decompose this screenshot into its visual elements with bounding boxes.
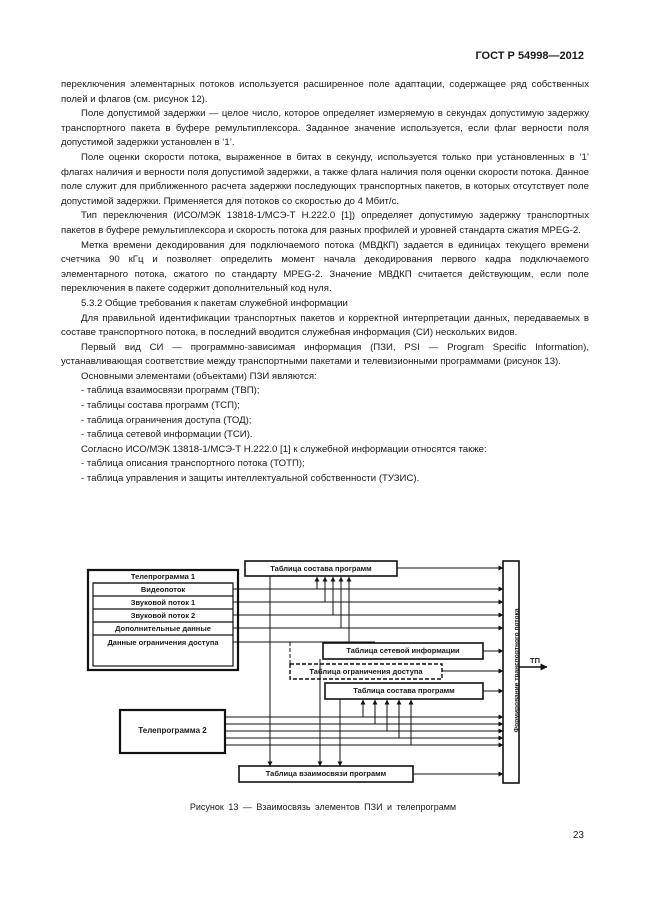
list-item: - таблица ограничения доступа (ТОД); [81,414,252,426]
paragraph: Основными элементами (объектами) ПЗИ являются: [81,370,317,382]
list-item: - таблицы состава программ (ТСП); [81,400,240,412]
audio-stream-2-label: Звуковой поток 2 [130,611,196,620]
list-item: - таблица взаимосвязи программ (ТВП); [81,385,260,397]
page-number: 23 [572,830,584,841]
program2-title: Телепрограмма 2 [138,726,207,735]
ca-data-label: Данные ограничения доступа [107,638,219,647]
list-item: - таблица управления и защиты интеллектуальной собственности (ТУЗИС). [81,473,420,485]
list-item: - таблица описания транспортного потока (ТОТП); [81,458,305,470]
program1-title: Телепрограмма 1 [130,572,196,581]
figure-caption: Рисунок 13 — Взаимосвязь элементов ПЗИ и телепрограмм [189,802,457,812]
paragraph: Тип переключения (ИСО/МЭК 13818-1/МСЭ-Т H.222.0 [1]) определяет допустимую задержку транспортных пакетов в буфере ремультиплексора и скорость потока для разных профилей и уровней стандарта сжатия MPEG-2. [61,210,589,236]
mux-label: Формирование транспортного потока [513,608,521,733]
list-item: - таблица сетевой информации (ТСИ). [81,429,253,441]
paragraph: Поле оценки скорости потока, выраженное в битах в секунду, используется только при установленных в ‘1’ флагах наличия и верности поля допустимой задержки, а также флага наличия поля оценки скорости потока. Данное поле служит для приближенного расчета задержки последующих транспортных пакетов, в которых отсутствует поле допустимой задержки. Применяется для потоков со скоростью до 4 Мбит/с. [61,151,589,207]
section-heading: 5.3.2 Общие требования к пакетам служебной информации [81,297,348,309]
ts-output-label: ТП [530,656,540,665]
body-text [61,78,589,487]
nit-label: Таблица сетевой информации [346,646,460,655]
paragraph: переключения элементарных потоков используется расширенное поле адаптации, содержащее ряд собственных полей и флагов (см. рисунок 12). [61,79,589,105]
audio-stream-1-label: Звуковой поток 1 [130,598,196,607]
paragraph: Для правильной идентификации транспортных пакетов и корректной интерпретации данных, передаваемых в составе транспортного потока, в последний вводится служебная информация (СИ) нескольких видов. [61,312,589,339]
paragraph: Согласно ИСО/МЭК 13818-1/МСЭ-Т H.222.0 [1] к служебной информации относятся также: [81,443,487,455]
extra-data-label: Дополнительные данные [115,624,211,633]
pmt-mid-label: Таблица состава программ [353,686,455,695]
cat-label: Таблица ограничения доступа [309,667,423,676]
psi-diagram [85,557,555,792]
video-stream-label: Видеопоток [140,585,186,594]
pat-label: Таблица взаимосвязи программ [265,769,387,778]
paragraph: Первый вид СИ — программно-зависимая информация (ПЗИ, PSI — Program Specific Information), устанавливающая соответствие между транспортными пакетами и телевизионными программами (рисунок 13). [61,341,589,368]
pmt-top-label: Таблица состава программ [270,564,372,573]
standard-header: ГОСТ Р 54998—2012 [475,50,584,62]
paragraph: Метка времени декодирования для подключаемого потока (МВДКП) задается в единицах текущего времени счетчика 90 кГц и позволяет определить момент начала декодирования первого кадра подключаемого элементарного потока, сжатого по стандарту MPEG-2. Значение МВДКП считается действующим, если поле переключения в пакете содержит дополнительный код нуля. [61,239,589,295]
paragraph: Поле допустимой задержки — целое число, которое определяет измеряемую в секундах допустимую задержку транспортного пакета в буфере ремультиплексора. Заданное значение используется, если флаг верности поля допустимой задержки установлен в ‘1’. [61,108,589,149]
